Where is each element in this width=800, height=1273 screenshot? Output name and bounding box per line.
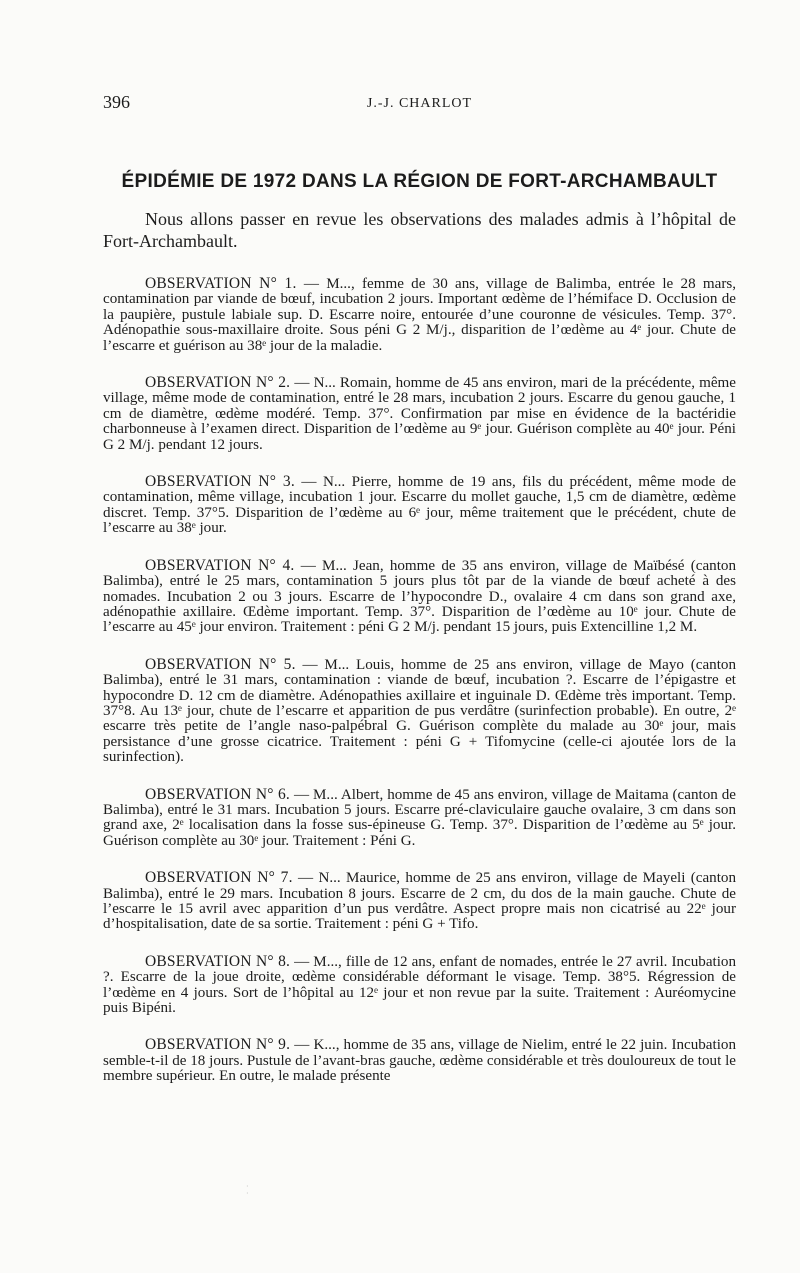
print-speck: · · [246, 1182, 249, 1198]
observation-heading: OBSERVATION N° 6. [145, 785, 290, 803]
observation-3 [103, 474, 736, 537]
observation-text: — M... Jean, homme de 35 ans environ, village de Maïbésé (canton Balimba), entré le 25 mars, contamination 5 jours plus tôt par de la viande de bœuf acheté à des nomades. Incubation 2 ou 3 jours. Escarre de l’hypocondre D., ovalaire 4 cm dans son grand axe, adénopathie axillaire. Œdème important. Temp. 37°. Disparition de l’œdème au 10ᵉ jour. Chute de l’escarre au 45ᵉ jour environ. Traitement : péni G 2 M/j. pendant 15 jours, puis Extencilline 1,2 M. [103, 557, 736, 636]
observation-heading: OBSERVATION N° 2. [145, 374, 291, 392]
observation-8 [103, 954, 736, 1017]
observation-heading: OBSERVATION N° 7. [145, 869, 293, 887]
observation-heading: OBSERVATION N° 4. [145, 556, 295, 574]
article-body [103, 208, 736, 1106]
observation-5 [103, 657, 736, 766]
observation-text: — N... Pierre, homme de 19 ans, fils du précédent, même mode de contamination, même village, incubation 1 jour. Escarre du mollet gauche, 1,5 cm de diamètre, œdème discret. Temp. 37°5. Disparition de l’œdème au 6ᵉ jour, même traitement que le précédent, chute de l’escarre au 38ᵉ jour. [103, 474, 737, 537]
observation-text: — N... Maurice, homme de 25 ans environ, village de Mayeli (canton Balimba), entré le 29 mars. Incubation 8 jours. Escarre de 2 cm, du dos de la main gauche. Chute de l’escarre le 15 avril avec apparition d’un pus verdâtre. Aspect propre mais non cicatrisé au 22ᵉ jour d’hospitalisation, date de sa sortie. Traitement : péni G + Tifo. [103, 870, 737, 933]
observation-text: — K..., homme de 35 ans, village de Nielim, entré le 22 juin. Incubation semble-t-il de 18 jours. Pustule de l’avant-bras gauche, œdème considérable et très douloureux de tout le membre supérieur. En outre, le malade présente [103, 1037, 736, 1085]
observation-text: — M... Albert, homme de 45 ans environ, village de Maitama (canton de Balimba), entré le 31 mars. Incubation 5 jours. Escarre pré-claviculaire gauche ovalaire, 3 cm dans son grand axe, 2ᵉ localisation dans la fosse sus-épineuse G. Temp. 37°. Disparition de l’œdème au 5ᵉ jour. Guérison complète au 30ᵉ jour. Traitement : Péni G. [103, 786, 737, 849]
observation-2 [103, 375, 736, 453]
observation-heading: OBSERVATION N° 5. [145, 655, 296, 673]
observation-6 [103, 787, 736, 850]
observation-1 [103, 276, 736, 354]
observation-text: — N... Romain, homme de 45 ans environ, mari de la précédente, même village, même mode de contamination, entré le 28 mars, incubation 2 jours. Escarre du genou gauche, 1 cm de diamètre, œdème modéré. Temp. 37°. Confirmation par mise en évidence de la bactéridie charbonneuse à l’examen direct. Disparition de l’œdème au 9ᵉ jour. Guérison complète au 40ᵉ jour. Péni G 2 M/j. pendant 12 jours. [103, 375, 736, 453]
observation-heading: OBSERVATION N° 3. [145, 473, 295, 491]
observation-heading: OBSERVATION N° 8. [145, 952, 291, 970]
intro-paragraph: Nous allons passer en revue les observations des malades admis à l’hôpital de Fort-Archambault. [103, 209, 736, 251]
observation-heading: OBSERVATION N° 9. [145, 1036, 291, 1054]
observation-heading: OBSERVATION N° 1. [145, 275, 297, 292]
running-title: J.-J. CHARLOT [366, 96, 473, 111]
observation-text: — M... Louis, homme de 25 ans environ, village de Mayo (canton Balimba), entré le 31 mars, contamination : viande de bœuf, incubation ?. Escarre de l’épigastre et hypocondre D. 12 cm de diamètre. Adénopathies axillaire et inguinale D. Œdème très important. Temp. 37°8. Au 13ᵉ jour, chute de l’escarre et apparition de pus verdâtre (surinfection probable). En outre, 2ᵉ escarre très petite de l’angle naso-palpébral G. Guérison complète du malade au 30ᵉ jour, mais persistance d’une grosse cicatrice. Traitement : péni G + Tifomycine (celle-ci ajoutée lors de la surinfection). [103, 656, 736, 766]
observation-text: — M..., femme de 30 ans, village de Balimba, entrée le 28 mars, contamination par viande de bœuf, incubation 2 jours. Important œdème de l’hémiface D. Occlusion de la paupière, pustule labiale sup. D. Escarre noire, entourée d’une couronne de vésicules. Temp. 37°. Adénopathie sous-maxillaire droite. Sous péni G 2 M/j., disparition de l’œdème au 4ᵉ jour. Chute de l’escarre et guérison au 38ᵉ jour de la maladie. [103, 276, 736, 354]
observation-4 [103, 558, 736, 636]
page-number: 396 [103, 92, 130, 112]
observation-7 [103, 870, 736, 933]
observation-9 [103, 1037, 736, 1084]
article-title: ÉPIDÉMIE DE 1972 DANS LA RÉGION DE FORT-ARCHAMBAULT [121, 171, 718, 192]
observation-text: — M..., fille de 12 ans, enfant de nomades, entrée le 27 avril. Incubation ?. Escarre de la joue droite, œdème considérable déformant le visage. Temp. 38°5. Régression de l’œdème en 4 jours. Sort de l’hôpital au 12ᵉ jour et non revue par la suite. Traitement : Auréomycine puis Bipéni. [103, 953, 737, 1017]
